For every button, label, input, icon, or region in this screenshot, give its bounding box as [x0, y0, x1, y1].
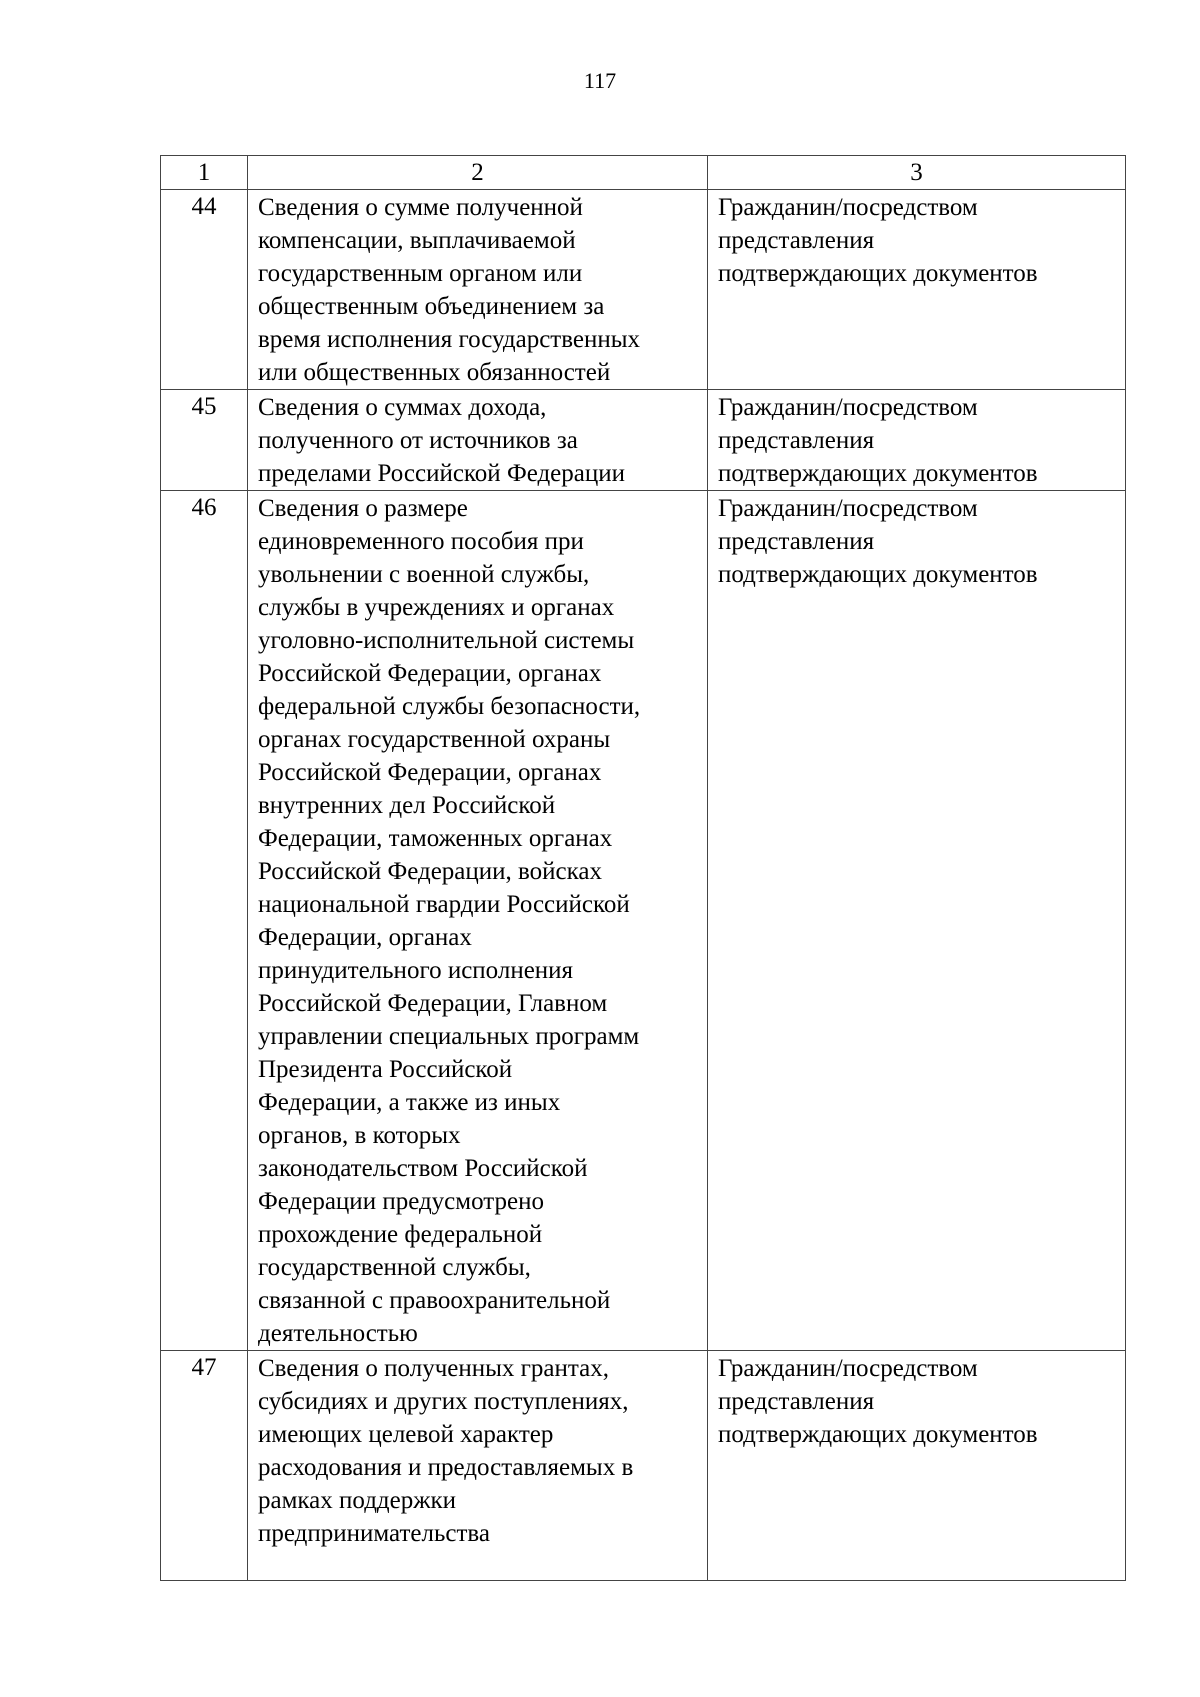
source-line: представления — [718, 427, 875, 454]
description-line: пределами Российской Федерации — [258, 460, 626, 487]
description-line: рамках поддержки — [258, 1487, 457, 1514]
description-line: Российской Федерации, Главном — [258, 990, 608, 1017]
description-line: имеющих целевой характер — [258, 1421, 554, 1448]
row-description-cell — [248, 190, 708, 390]
source-line: представления — [718, 528, 875, 555]
row-description-cell — [248, 491, 708, 1351]
description-line: службы в учреждениях и органах — [258, 594, 615, 621]
row-description-cell — [248, 390, 708, 491]
column-header-2: 2 — [248, 156, 708, 190]
row-source-cell — [708, 491, 1126, 1351]
description-line: время исполнения государственных — [258, 326, 641, 353]
table-header-row — [161, 156, 1126, 190]
description-line: Федерации, органах — [258, 924, 472, 951]
description-line: компенсации, выплачиваемой — [258, 227, 576, 254]
source-line: подтверждающих документов — [718, 1421, 1038, 1448]
row-source-cell — [708, 190, 1126, 390]
description-line: Сведения о суммах дохода, — [258, 394, 547, 421]
source-line: Гражданин/посредством — [718, 394, 978, 421]
table-row — [161, 390, 1126, 491]
description-line: органов, в которых — [258, 1122, 461, 1149]
description-line: деятельностью — [258, 1320, 418, 1347]
table-row — [161, 1351, 1126, 1581]
description-line: законодательством Российской — [258, 1155, 588, 1182]
description-line: внутренних дел Российской — [258, 792, 556, 819]
description-line: прохождение федеральной — [258, 1221, 543, 1248]
description-line: Федерации, а также из иных — [258, 1089, 561, 1116]
row-source-cell — [708, 1351, 1126, 1581]
source-line: подтверждающих документов — [718, 460, 1038, 487]
description-line: органах государственной охраны — [258, 726, 611, 753]
description-line: расходования и предоставляемых в — [258, 1454, 634, 1481]
description-line: Федерации предусмотрено — [258, 1188, 544, 1215]
description-line: управлении специальных программ — [258, 1023, 640, 1050]
column-header-3: 3 — [708, 156, 1126, 190]
document-table — [160, 155, 1126, 1581]
description-line: или общественных обязанностей — [258, 359, 611, 386]
source-line: подтверждающих документов — [718, 561, 1038, 588]
source-line: Гражданин/посредством — [718, 495, 978, 522]
column-header-1: 1 — [161, 156, 248, 190]
page-number: 117 — [583, 68, 617, 93]
description-line: Российской Федерации, органах — [258, 759, 602, 786]
description-line: Российской Федерации, войсках — [258, 858, 602, 885]
source-line: представления — [718, 227, 875, 254]
source-line: Гражданин/посредством — [718, 194, 978, 221]
description-line: Сведения о размере — [258, 495, 468, 522]
description-line: увольнении с военной службы, — [258, 561, 590, 588]
row-number: 46 — [161, 491, 248, 1351]
description-line: Сведения о сумме полученной — [258, 194, 583, 221]
description-line: Российской Федерации, органах — [258, 660, 602, 687]
description-line: государственной службы, — [258, 1254, 531, 1281]
source-line: представления — [718, 1388, 875, 1415]
row-number: 45 — [161, 390, 248, 491]
description-line: Президента Российской — [258, 1056, 513, 1083]
description-line: национальной гвардии Российской — [258, 891, 630, 918]
description-line: Федерации, таможенных органах — [258, 825, 613, 852]
row-number: 47 — [161, 1351, 248, 1581]
description-line: федеральной службы безопасности, — [258, 693, 641, 720]
row-source-cell — [708, 390, 1126, 491]
description-line: уголовно-исполнительной системы — [258, 627, 635, 654]
description-line: государственным органом или — [258, 260, 583, 287]
description-line: субсидиях и других поступлениях, — [258, 1388, 629, 1415]
table-row — [161, 491, 1126, 1351]
description-line: общественным объединением за — [258, 293, 605, 320]
description-line: принудительного исполнения — [258, 957, 574, 984]
row-number: 44 — [161, 190, 248, 390]
table-row — [161, 190, 1126, 390]
table-body — [161, 190, 1126, 1581]
description-line: Сведения о полученных грантах, — [258, 1355, 609, 1382]
description-line: единовременного пособия при — [258, 528, 584, 555]
description-line: связанной с правоохранительной — [258, 1287, 611, 1314]
source-line: Гражданин/посредством — [718, 1355, 978, 1382]
source-line: подтверждающих документов — [718, 260, 1038, 287]
description-line: предпринимательства — [258, 1520, 490, 1547]
description-line: полученного от источников за — [258, 427, 578, 454]
row-description-cell — [248, 1351, 708, 1581]
